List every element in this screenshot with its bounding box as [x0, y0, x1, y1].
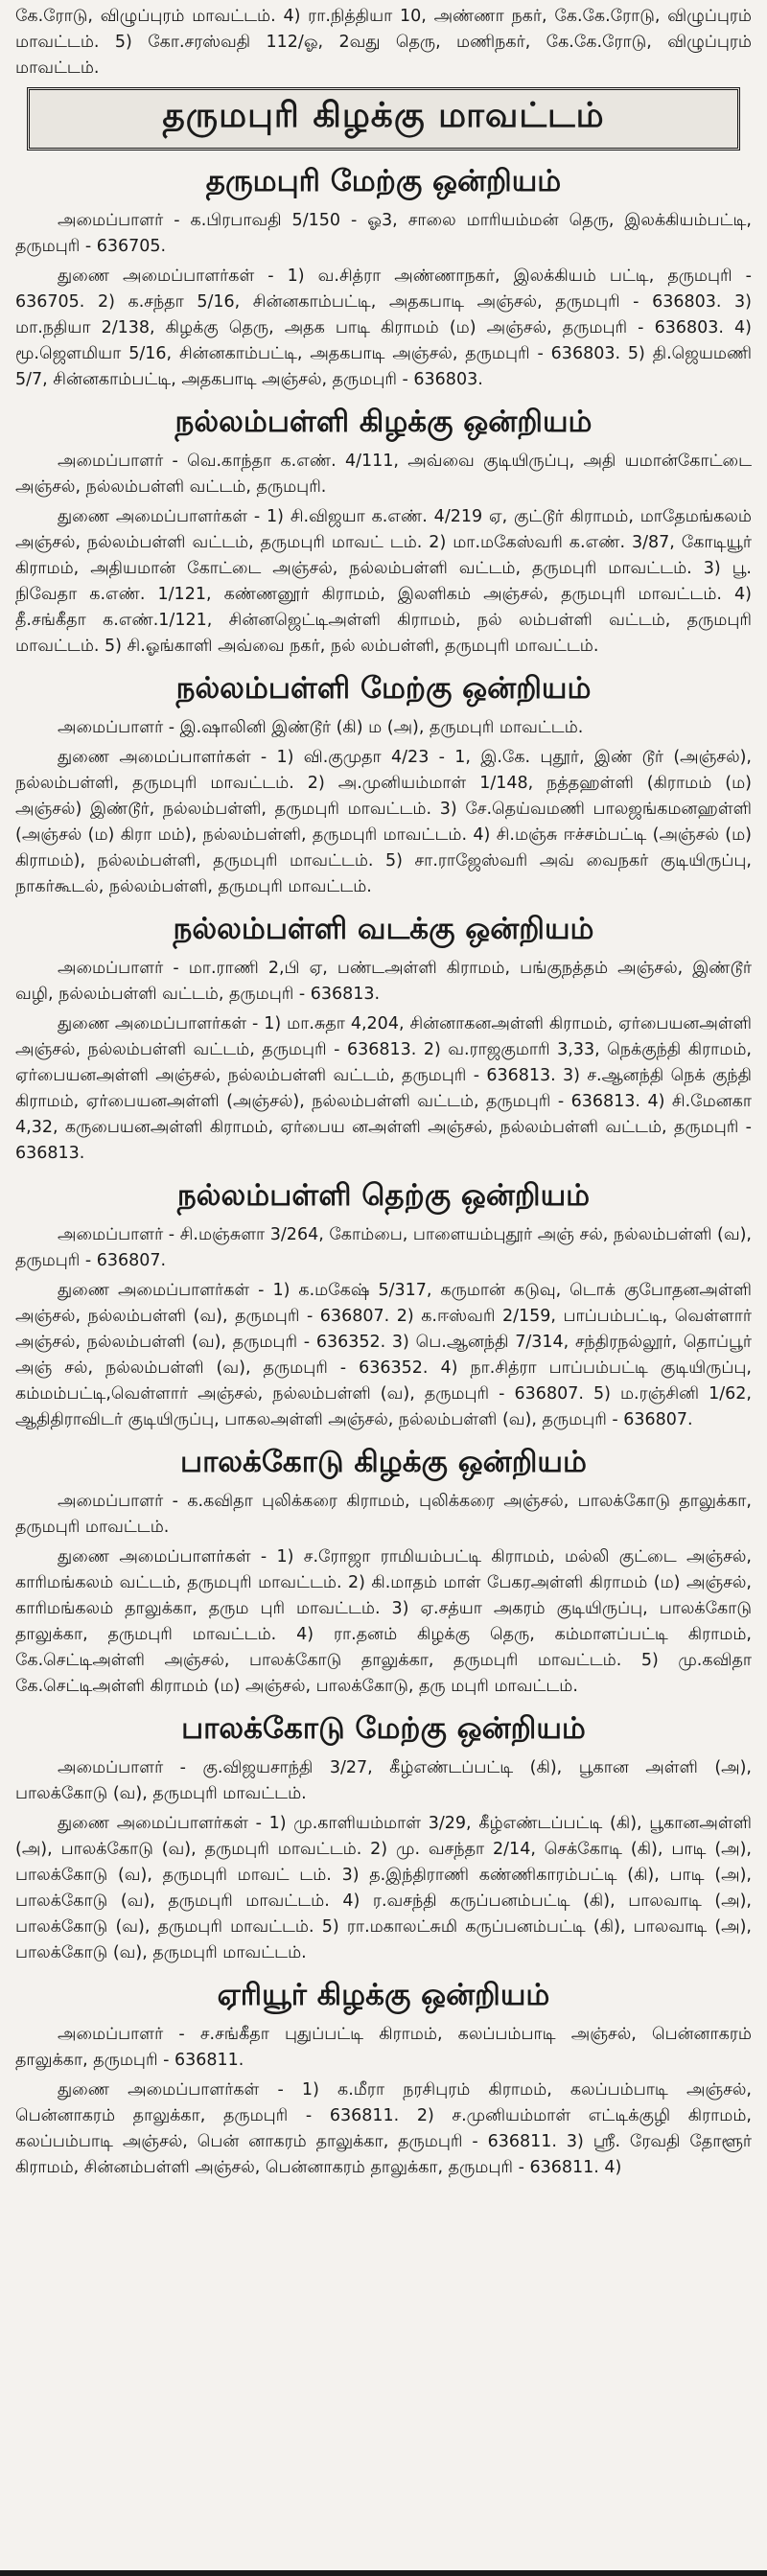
- convenor-paragraph: அமைப்பாளர் - மா.ராணி 2,பி ஏ, பண்டஅள்ளி கிராமம், பங்குநத்தம் அஞ்சல், இண்டூர் வழி, நல்லம்பள்ளி வட்டம், தருமபுரி - 636813.: [15, 959, 752, 1004]
- union-heading: நல்லம்பள்ளி மேற்கு ஒன்றியம்: [175, 671, 592, 706]
- convenor-paragraph: அமைப்பாளர் - இ.ஷாலினி இண்டூர் (கி) ம (அ), தருமபுரி மாவட்டம்.: [58, 718, 584, 737]
- union-section: [15, 1441, 752, 1700]
- deputies-paragraph: துணை அமைப்பாளர்கள் - 1) சி.விஜயா க.எண். 4/219 ஏ, குட்டூர் கிராமம், மாதேமங்கலம் அஞ்சல், நல்லம்பள்ளி வட்டம், தருமபுரி மாவட் டம். 2) மா.மகேஸ்வரி க.எண். 3/87, கோடியூர் கிராமம், அதியமான் கோட்டை அஞ்சல், நல்லம்பள்ளி வட்டம், தருமபுரி மாவட்டம். 3) பூ. நிவேதா க.எண். 1/121, கண்ணனூர் கிராமம், இலளிகம் அஞ்சல், தருமபுரி மாவட்டம். 4) தீ.சங்கீதா க.எண்.1/121, சின்னஜெட்டிஅள்ளி கிராமம், நல் லம்பள்ளி வட்டம், தருமபுரி மாவட்டம். 5) சி.ஓங்காளி அவ்வை நகர், நல் லம்பள்ளி, தருமபுரி மாவட்டம்.: [15, 507, 752, 656]
- union-heading: நல்லம்பள்ளி வடக்கு ஒன்றியம்: [173, 912, 594, 946]
- convenor-paragraph: அமைப்பாளர் - கு.விஜயசாந்தி 3/27, கீழ்எண்டப்பட்டி (கி), பூகான அள்ளி (அ), பாலக்கோடு (வ), தருமபுரி மாவட்டம்.: [15, 1758, 752, 1803]
- deputies-paragraph: துணை அமைப்பாளர்கள் - 1) க.மகேஷ் 5/317, கருமான் கடுவு, டொக் குபோதனஅள்ளி அஞ்சல், நல்லம்பள்ளி (வ), தருமபுரி - 636807. 2) க.ஈஸ்வரி 2/159, பாப்பம்பட்டி, வெள்ளார் அஞ்சல், நல்லம்பள்ளி (வ), தருமபுரி - 636352. 3) பெ.ஆனந்தி 7/314, சந்திரநல்லூர், தொப்பூர் அஞ் சல், நல்லம்பள்ளி (வ), தருமபுரி - 636352. 4) நா.சித்ரா பாப்பம்பட்டி குடியிருப்பு, கம்மம்பட்டி,வெள்ளார் அஞ்சல், நல்லம்பள்ளி (வ), தருமபுரி - 636807. 5) ம.ரஞ்சினி 1/62, ஆதிதிராவிடர் குடியிருப்பு, பாகலஅள்ளி அஞ்சல், நல்லம்பள்ளி (வ), தருமபுரி - 636807.: [15, 1281, 752, 1429]
- union-heading: பாலக்கோடு மேற்கு ஒன்றியம்: [181, 1711, 586, 1746]
- district-heading-box: [27, 87, 740, 151]
- deputies-paragraph: துணை அமைப்பாளர்கள் - 1) மா.சுதா 4,204, சின்னாகனஅள்ளி கிராமம், ஏர்பையனஅள்ளி அஞ்சல், நல்லம்பள்ளி வட்டம், தருமபுரி - 636813. 2) வ.ராஜகுமாரி 3,33, நெக்குந்தி கிராமம், ஏர்பையனஅள்ளி அஞ்சல், நல்லம்பள்ளி வட்டம், தருமபுரி - 636813. 3) ச.ஆனந்தி நெக் குந்தி கிராமம், ஏர்பையனஅள்ளி (அஞ்சல்), நல்லம்பள்ளி வட்டம், தருமபுரி - 636813. 4) சி.மேனகா 4,32, கருபையனஅள்ளி கிராமம், ஏர்பைய னஅள்ளி அஞ்சல், நல்லம்பள்ளி வட்டம், தருமபுரி - 636813.: [15, 1014, 752, 1163]
- convenor-paragraph: அமைப்பாளர் - ச.சங்கீதா புதுப்பட்டி கிராமம், கலப்பம்பாடி அஞ்சல், பென்னாகரம் தாலுக்கா, தருமபுரி - 636811.: [15, 2025, 752, 2070]
- convenor-paragraph: அமைப்பாளர் - வெ.காந்தா க.எண். 4/111, அவ்வை குடியிருப்பு, அதி யமான்கோட்டை அஞ்சல், நல்லம்பள்ளி வட்டம், தருமபுரி.: [15, 452, 752, 497]
- union-heading: பாலக்கோடு கிழக்கு ஒன்றியம்: [180, 1445, 587, 1479]
- district-heading: தருமபுரி கிழக்கு மாவட்டம்: [162, 96, 605, 135]
- union-section: [15, 908, 752, 1167]
- union-section: [15, 1974, 752, 2181]
- deputies-paragraph: துணை அமைப்பாளர்கள் - 1) க.மீரா நரசிபுரம் கிராமம், கலப்பம்பாடி அஞ்சல், பென்னாகரம் தாலுக்கா, தருமபுரி - 636811. 2) ச.முனியம்மாள் எட்டிக்குழி கிராமம், கலப்பம்பாடி அஞ்சல், பென் னாகரம் தாலுக்கா, தருமபுரி - 636811. 3) ஸ்ரீ. ரேவதி தோளூர் கிராமம், சின்னம்பள்ளி அஞ்சல், பென்னாகரம் தாலுக்கா, தருமபுரி - 636811. 4): [15, 2080, 752, 2177]
- union-heading: தருமபுரி மேற்கு ஒன்றியம்: [205, 164, 562, 198]
- deputies-paragraph: துணை அமைப்பாளர்கள் - 1) வ.சித்ரா அண்ணாநகர், இலக்கியம் பட்டி, தருமபுரி - 636705. 2) க.சந்தா 5/16, சின்னகாம்பட்டி, அதகபாடி அஞ்சல், தருமபுரி - 636803. 3) மா.நதியா 2/138, கிழக்கு தெரு, அதக பாடி கிராமம் (ம) அஞ்சல், தருமபுரி - 636803. 4) மூ.ஜெளமியா 5/16, சின்னகாம்பட்டி, அதகபாடி அஞ்சல், தருமபுரி - 636803. 5) தி.ஜெயமணி 5/7, சின்னகாம்பட்டி, அதகபாடி அஞ்சல், தருமபுரி - 636803.: [15, 267, 752, 389]
- convenor-paragraph: அமைப்பாளர் - க.பிரபாவதி 5/150 - ஓ3, சாலை மாரியம்மன் தெரு, இலக்கியம்பட்டி, தருமபுரி - 636705.: [15, 211, 752, 256]
- bottom-border-rule: [0, 2570, 767, 2576]
- deputies-paragraph: துணை அமைப்பாளர்கள் - 1) ச.ரோஜா ராமியம்பட்டி கிராமம், மல்லி குட்டை அஞ்சல், காரிமங்கலம் வட்டம், தருமபுரி மாவட்டம். 2) கி.மாதம் மாள் பேகரஅள்ளி கிராமம் (ம) அஞ்சல், காரிமங்கலம் தாலுக்கா, தரும புரி மாவட்டம். 3) ஏ.சத்யா அகரம் குடியிருப்பு, பாலக்கோடு தாலுக்கா, தருமபுரி மாவட்டம். 4) ரா.தனம் கிழக்கு தெரு, கம்மாளப்பட்டி கிராமம், கே.செட்டிஅள்ளி அஞ்சல், பாலக்கோடு தாலுக்கா, தருமபுரி மாவட்டம். 5) மு.கவிதா கே.செட்டிஅள்ளி கிராமம் (ம) அஞ்சல், பாலக்கோடு, தரு மபுரி மாவட்டம்.: [15, 1547, 752, 1696]
- union-section: [15, 401, 752, 660]
- carryover-paragraph: கே.ரோடு, விழுப்புரம் மாவட்டம். 4) ரா.நித்தியா 10, அண்ணா நகர், கே.கே.ரோடு, விழுப்புரம் மாவட்டம். 5) கோ.சரஸ்வதி 112/ஓ, 2வது தெரு, மணிநகர், கே.கே.ரோடு, விழுப்புரம் மாவட்டம்.: [15, 7, 752, 78]
- union-section: [15, 667, 752, 900]
- union-section: [15, 1707, 752, 1966]
- union-heading: நல்லம்பள்ளி தெற்கு ஒன்றியம்: [176, 1178, 591, 1213]
- union-section: [15, 1174, 752, 1433]
- convenor-paragraph: அமைப்பாளர் - சி.மஞ்சுளா 3/264, கோம்பை, பாளையம்புதூர் அஞ் சல், நல்லம்பள்ளி (வ), தருமபுரி - 636807.: [15, 1225, 752, 1270]
- union-section: [15, 160, 752, 393]
- deputies-paragraph: துணை அமைப்பாளர்கள் - 1) மு.காளியம்மாள் 3/29, கீழ்எண்டப்பட்டி (கி), பூகானஅள்ளி (அ), பாலக்கோடு (வ), தருமபுரி மாவட்டம். 2) மு. வசந்தா 2/14, செக்கோடி (கி), பாடி (அ), பாலக்கோடு (வ), தருமபுரி மாவட் டம். 3) த.இந்திராணி கண்ணிகாரம்பட்டி (கி), பாடி (அ), பாலக்கோடு (வ), தருமபுரி மாவட்டம். 4) ர.வசந்தி கருப்பனம்பட்டி (கி), பாலவாடி (அ), பாலக்கோடு (வ), தருமபுரி மாவட்டம். 5) ரா.மகாலட்சுமி கருப்பனம்பட்டி (கி), பாலவாடி (அ), பாலக்கோடு (வ), தருமபுரி மாவட்டம்.: [15, 1814, 752, 1962]
- union-heading: ஏரியூர் கிழக்கு ஒன்றியம்: [217, 1978, 550, 2012]
- deputies-paragraph: துணை அமைப்பாளர்கள் - 1) வி.குமுதா 4/23 - 1, இ.கே. புதூர், இண் டூர் (அஞ்சல்), நல்லம்பள்ளி, தருமபுரி மாவட்டம். 2) அ.முனியம்மாள் 1/148, நத்தஹள்ளி (கிராமம் (ம) அஞ்சல்) இண்டூர், நல்லம்பள்ளி, தருமபுரி மாவட்டம். 3) சே.தெய்வமணி பாலஜங்கமனஹள்ளி (அஞ்சல் (ம) கிரா மம்), நல்லம்பள்ளி, தருமபுரி மாவட்டம். 4) சி.மஞ்சு ஈச்சம்பட்டி (அஞ்சல் (ம) கிராமம்), நல்லம்பள்ளி, தருமபுரி மாவட்டம். 5) சா.ராஜேஸ்வரி அவ் வைநகர் குடியிருப்பு, நாகர்கூடல், நல்லம்பள்ளி, தருமபுரி மாவட்டம்.: [15, 748, 752, 896]
- union-heading: நல்லம்பள்ளி கிழக்கு ஒன்றியம்: [174, 405, 593, 439]
- convenor-paragraph: அமைப்பாளர் - க.கவிதா புலிக்கரை கிராமம், புலிக்கரை அஞ்சல், பாலக்கோடு தாலுக்கா, தருமபுரி மாவட்டம்.: [15, 1492, 752, 1537]
